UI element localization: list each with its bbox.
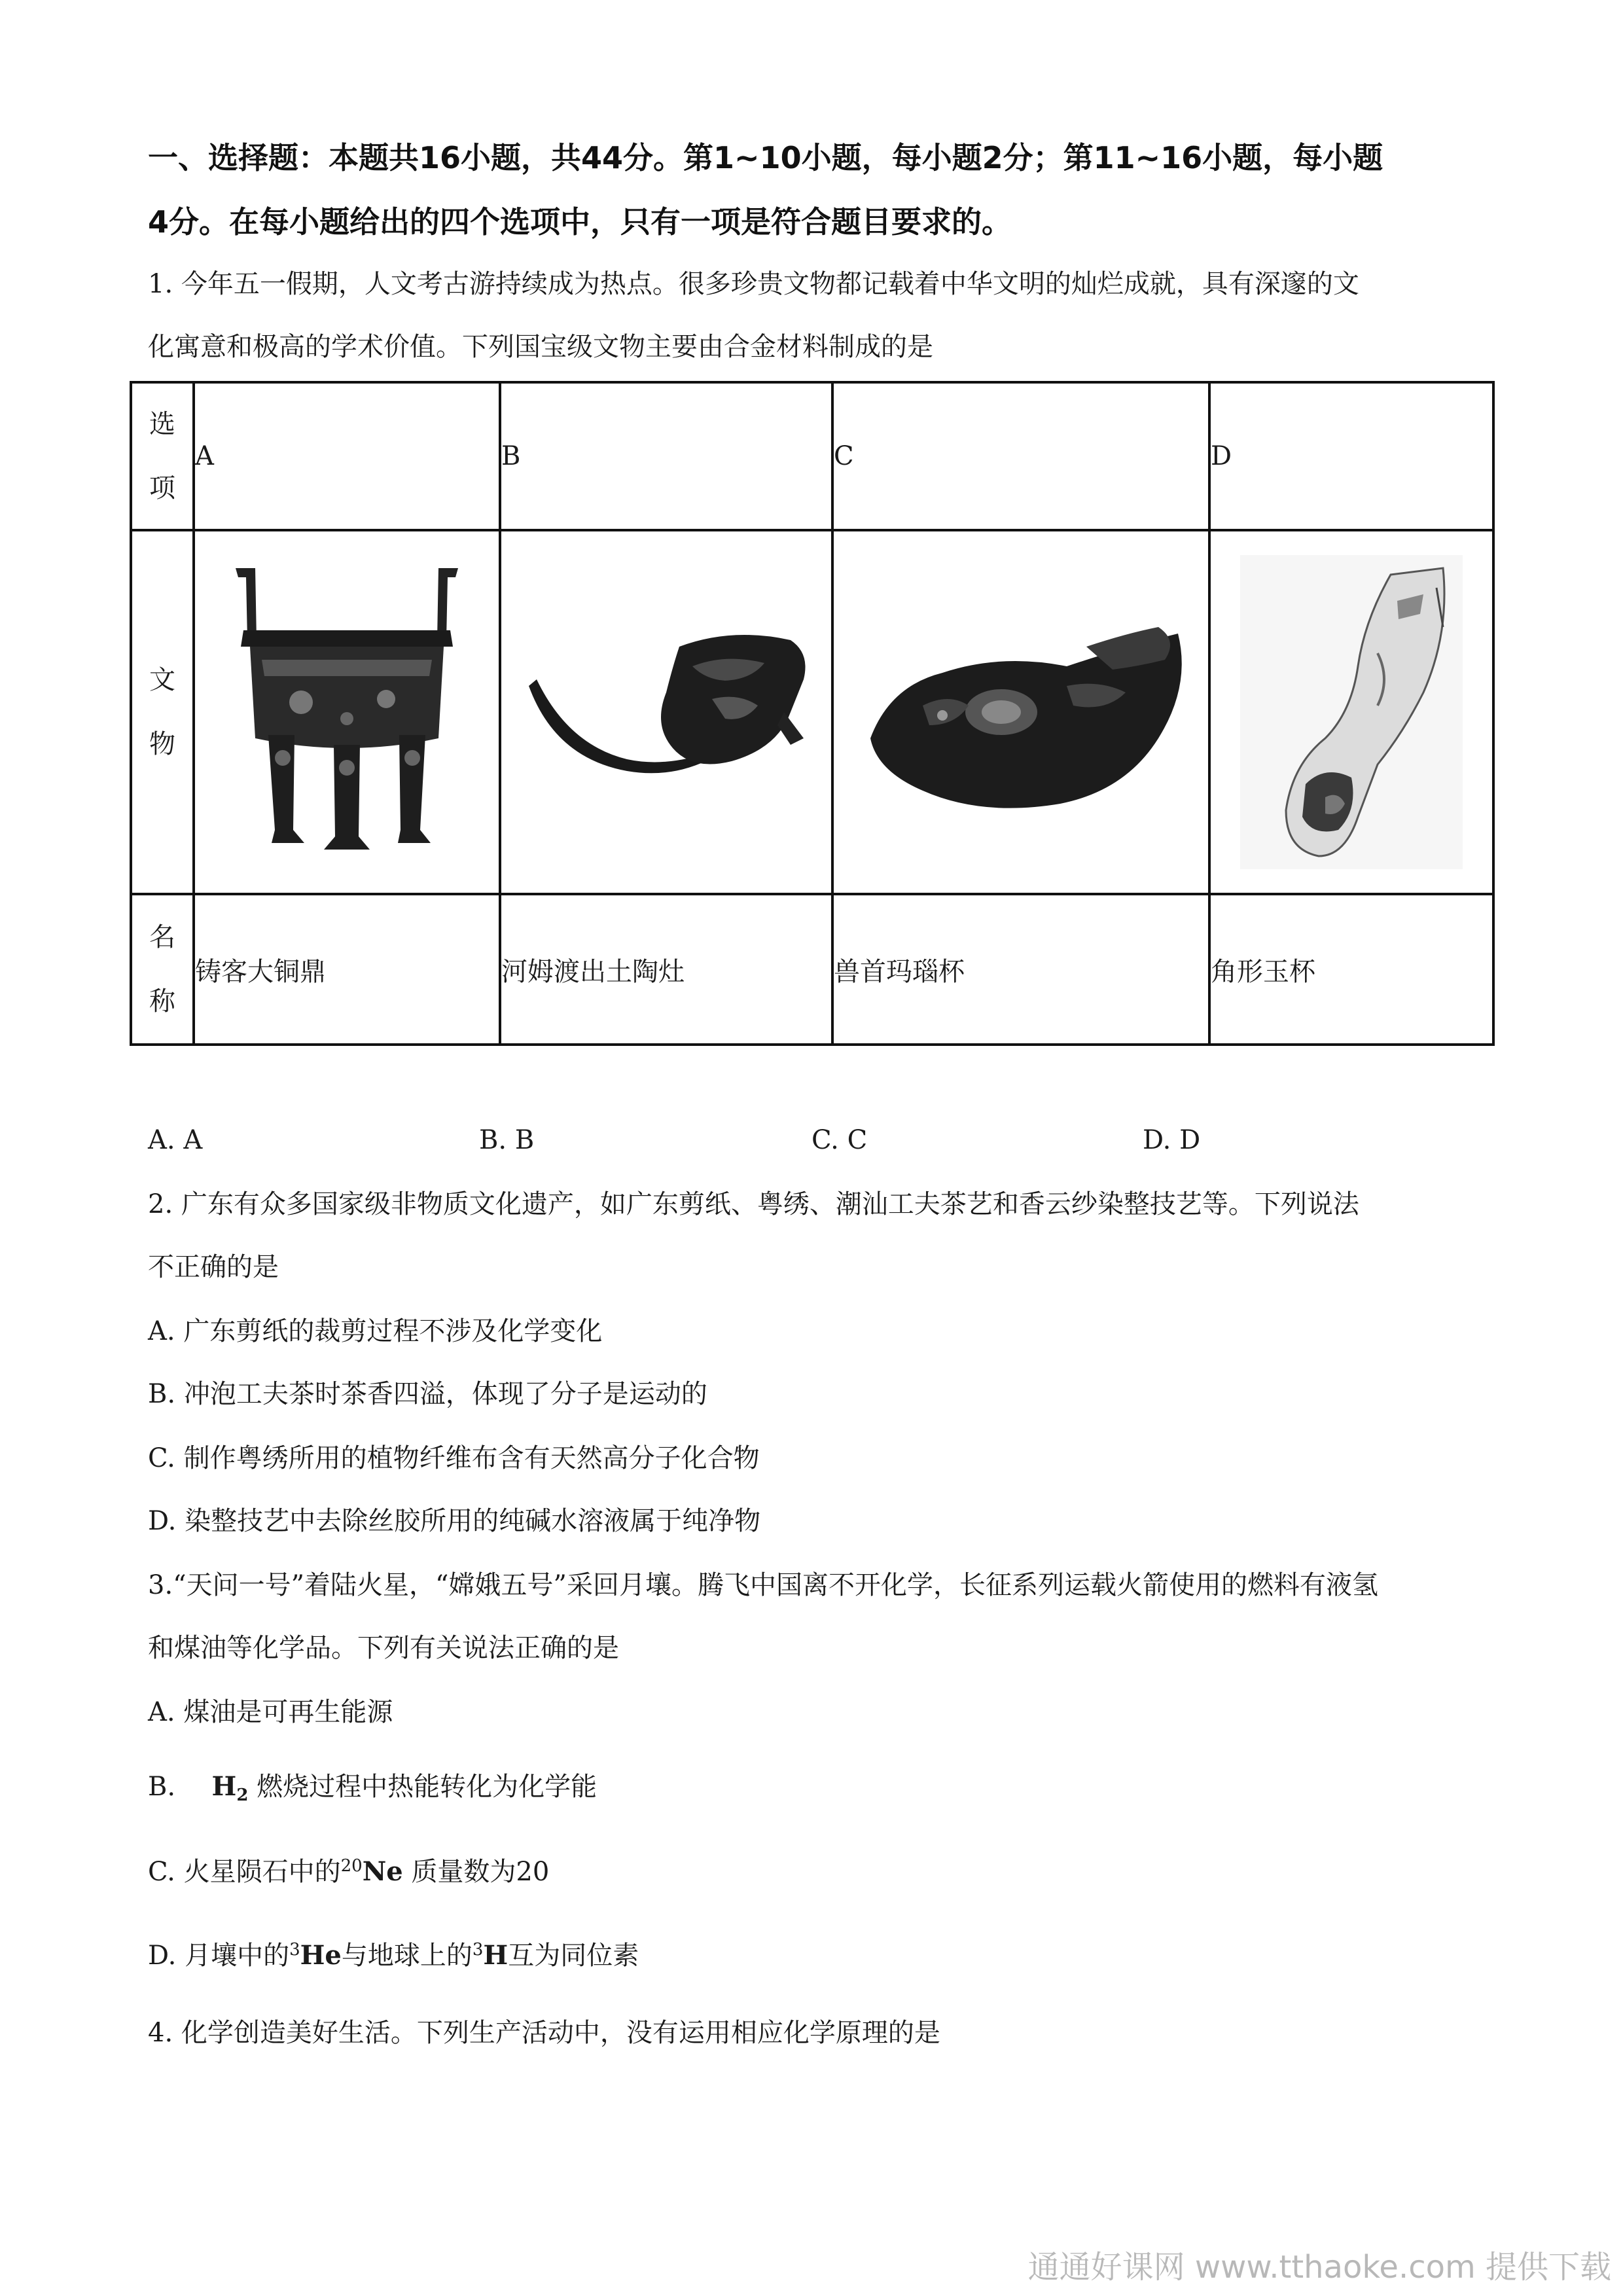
q1-stem-line2: 化寓意和极高的学术价值。下列国宝级文物主要由合金材料制成的是: [148, 332, 933, 362]
label-char: 名: [149, 922, 175, 952]
option-c-cell: C: [832, 382, 1209, 530]
section-heading-line2: 4分。在每小题给出的四个选项中，只有一项是符合题目要求的。: [148, 204, 1012, 240]
q1-answer-c[interactable]: C. C: [812, 1125, 868, 1155]
mass-number: 3: [472, 1940, 484, 1960]
q1-answer-a[interactable]: A. A: [148, 1125, 203, 1155]
row-label-names: [131, 894, 194, 1045]
name-a-cell: 铸客大铜鼎: [194, 894, 500, 1045]
label-char: 物: [149, 729, 175, 759]
mass-number: 3: [289, 1940, 300, 1960]
element-symbol: Ne: [362, 1856, 403, 1887]
option-a-cell: A: [194, 382, 500, 530]
footer-watermark: 通通好课网 www.tthaoke.com 提供下载: [1027, 2249, 1611, 2286]
option-text: C. 火星陨石中的: [148, 1857, 341, 1887]
name-d-cell: 角形玉杯: [1209, 894, 1493, 1045]
h2-formula: [211, 1771, 249, 1805]
q1-stem-line1: 1. 今年五一假期，人文考古游持续成为热点。很多珍贵文物都记载着中华文明的灿烂成就，具有深邃的文: [148, 269, 1359, 299]
q1-answer-d[interactable]: D. D: [1143, 1125, 1201, 1155]
q2-option-a[interactable]: A. 广东剪纸的裁剪过程不涉及化学变化: [148, 1316, 603, 1346]
artifact-image-cell-b: [500, 530, 832, 894]
subscript: 2: [236, 1785, 249, 1805]
q3-option-b[interactable]: [148, 1771, 597, 1805]
label-char: 文: [149, 665, 175, 695]
q2-stem-line2: 不正确的是: [148, 1252, 279, 1282]
element-symbol: H: [211, 1771, 237, 1802]
element-symbol: H: [483, 1940, 508, 1971]
q2-stem-line1: 2. 广东有众多国家级非物质文化遗产，如广东剪纸、粤绣、潮汕工夫茶艺和香云纱染整技艺等。下列说法: [148, 1189, 1359, 1219]
agate-cup-image: [851, 607, 1191, 817]
q3-option-a[interactable]: A. 煤油是可再生能源: [148, 1697, 393, 1727]
q3-stem-line1: 3.“天问一号”着陆火星，“嫦娥五号”采回月壤。腾飞中国离不开化学，长征系列运载火箭使用的燃料有液氢: [148, 1570, 1378, 1600]
pottery-stove-image: [516, 607, 817, 817]
artifact-table: [130, 381, 1495, 1046]
name-b-cell: 河姆渡出土陶灶: [500, 894, 832, 1045]
option-d-cell: D: [1209, 382, 1493, 530]
q2-option-d[interactable]: D. 染整技艺中去除丝胶所用的纯碱水溶液属于纯净物: [148, 1506, 761, 1536]
table-row-artifacts: [131, 530, 1493, 894]
q3-option-c[interactable]: [148, 1857, 549, 1885]
option-text: 燃烧过程中热能转化为化学能: [257, 1772, 597, 1802]
bronze-ding-image: [209, 562, 484, 863]
q3-stem-line2: 和煤油等化学品。下列有关说法正确的是: [148, 1633, 619, 1663]
name-c-cell: 兽首玛瑙杯: [832, 894, 1209, 1045]
q2-option-b[interactable]: B. 冲泡工夫茶时茶香四溢，体现了分子是运动的: [148, 1379, 707, 1409]
mass-number: 20: [340, 1856, 363, 1876]
q3-option-d[interactable]: [148, 1941, 639, 1969]
option-text: D. 月壤中的: [148, 1941, 290, 1971]
label-char: 项: [149, 473, 175, 503]
q2-option-c[interactable]: C. 制作粤绣所用的植物纤维布含有天然高分子化合物: [148, 1443, 760, 1473]
section-heading-line1: 一、选择题：本题共16小题，共44分。第1~10小题，每小题2分；第11~16小题，每小题: [148, 140, 1383, 175]
label-char: 选: [149, 409, 175, 439]
horn-jade-cup-image: [1227, 548, 1476, 876]
artifact-image-cell-d: [1209, 530, 1493, 894]
q4-stem-line1: 4. 化学创造美好生活。下列生产活动中，没有运用相应化学原理的是: [148, 2018, 940, 2048]
label-char: 称: [149, 986, 175, 1016]
option-text: 互为同位素: [508, 1941, 639, 1971]
option-text: 质量数为20: [411, 1857, 550, 1887]
row-label-artifacts: [131, 530, 194, 894]
row-label-options: [131, 382, 194, 530]
option-text: 与地球上的: [341, 1941, 473, 1971]
q1-answer-b[interactable]: B. B: [479, 1125, 535, 1155]
table-row-options: [131, 382, 1493, 530]
artifact-image-cell-a: [194, 530, 500, 894]
element-symbol: He: [300, 1940, 342, 1971]
table-row-names: [131, 894, 1493, 1045]
artifact-image-cell-c: [832, 530, 1209, 894]
option-b-cell: B: [500, 382, 832, 530]
option-letter: B.: [148, 1772, 176, 1802]
